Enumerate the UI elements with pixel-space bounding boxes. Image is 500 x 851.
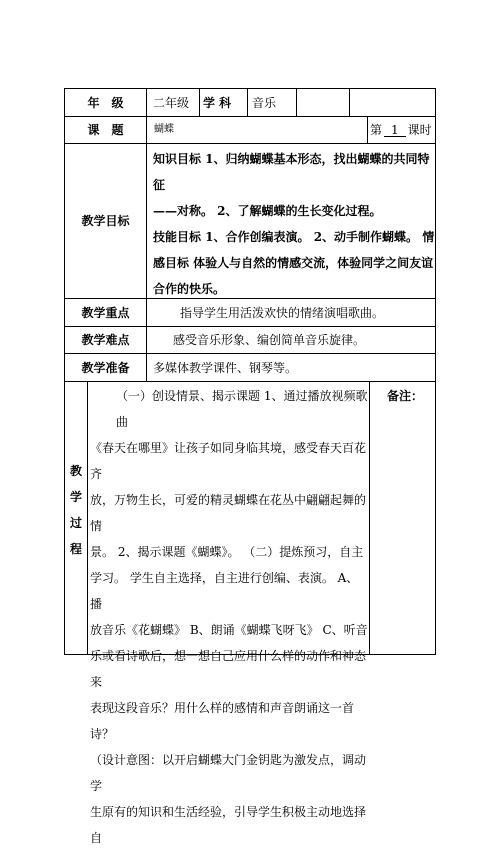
difficulty-label: 教学难点 xyxy=(81,333,130,347)
objectives-label: 教学目标 xyxy=(81,214,130,228)
topic-label: 课 题 xyxy=(87,123,124,137)
process-label xyxy=(65,458,87,562)
preparation-label: 教学准备 xyxy=(81,360,130,375)
grade-row-divider xyxy=(247,88,248,116)
process-line: 表现这段音乐？用什么样的感情和声音朗诵这一首诗？ xyxy=(90,701,355,741)
grade-value: 二年级 xyxy=(153,95,190,110)
objectives-line: 感目标 体验人与自然的情感交流，体验同学之间友谊 xyxy=(153,256,434,270)
table-right-border xyxy=(435,88,436,655)
process-line: （设计意图：以开启蝴蝶大门金钥匙为激发点，调动学 xyxy=(90,753,367,793)
objectives-text xyxy=(153,146,435,302)
grade-row-divider xyxy=(296,88,297,116)
process-line: （一）创设情景、揭示课题 1、通过播放视频歌曲 xyxy=(116,389,368,429)
process-line: 生原有的知识和生活经验，引导学生积极主动地选择自 xyxy=(90,805,367,845)
process-label-char: 过 xyxy=(69,516,82,530)
process-label-char: 程 xyxy=(69,542,82,556)
difficulty-value: 感受音乐形象、编创简单音乐旋律。 xyxy=(173,333,366,347)
process-line: 《春天在哪里》让孩子如同身临其境，感受春天百花齐 xyxy=(90,441,367,481)
lesson-count xyxy=(370,117,432,143)
subject-label: 学 科 xyxy=(203,95,232,110)
process-label-divider xyxy=(87,381,88,654)
process-notes-divider xyxy=(369,381,370,654)
process-line: 乐或看诗歌后，想一想自己应用什么样的动作和神态来 xyxy=(90,649,367,689)
grade-row-divider xyxy=(349,88,350,116)
process-line: 学习。 学生自主选择，自主进行创编、表演。 A、播 xyxy=(90,571,359,611)
key-point-value: 指导学生用活泼欢快的情绪演唱歌曲。 xyxy=(180,305,385,320)
lesson-number: 1 xyxy=(384,124,406,137)
subject-value: 音乐 xyxy=(252,95,277,110)
process-line: 放音乐《花蝴蝶》 B、朗诵《蝴蝶飞呀飞》 C、听音 xyxy=(90,623,368,637)
objectives-line: ——对称。 2、了解蝴蝶的生长变化过程。 xyxy=(153,204,382,218)
process-text xyxy=(90,383,369,851)
process-label-char: 学 xyxy=(69,490,82,504)
topic-value: 蝴蝶 xyxy=(154,124,174,135)
objectives-line: 合作的快乐。 xyxy=(153,282,226,296)
notes-label: 备注： xyxy=(387,389,424,403)
preparation-value: 多媒体教学课件、钢琴等。 xyxy=(153,360,298,375)
grade-label: 年 级 xyxy=(87,95,124,110)
objectives-line: 知识目标 1、归纳蝴蝶基本形态，找出蝴蝶的共同特征 xyxy=(153,152,430,192)
grade-row-divider xyxy=(199,88,200,116)
lesson-prefix: 第 xyxy=(370,123,383,137)
lesson-suffix: 课时 xyxy=(407,123,432,137)
process-label-char: 教 xyxy=(69,464,82,478)
objectives-line: 技能目标 1、合作创编表演。 2、动手制作蝴蝶。 情 xyxy=(153,230,435,244)
topic-row-divider xyxy=(367,116,368,143)
key-point-label: 教学重点 xyxy=(81,305,130,320)
process-line: 景。 2、揭示课题《蝴蝶》。 （二）提炼预习，自主 xyxy=(90,545,364,559)
process-line: 放，万物生长，可爱的精灵蝴蝶在花丛中翩翩起舞的情 xyxy=(90,493,367,533)
row-divider xyxy=(64,381,436,382)
label-column-divider xyxy=(146,88,147,381)
